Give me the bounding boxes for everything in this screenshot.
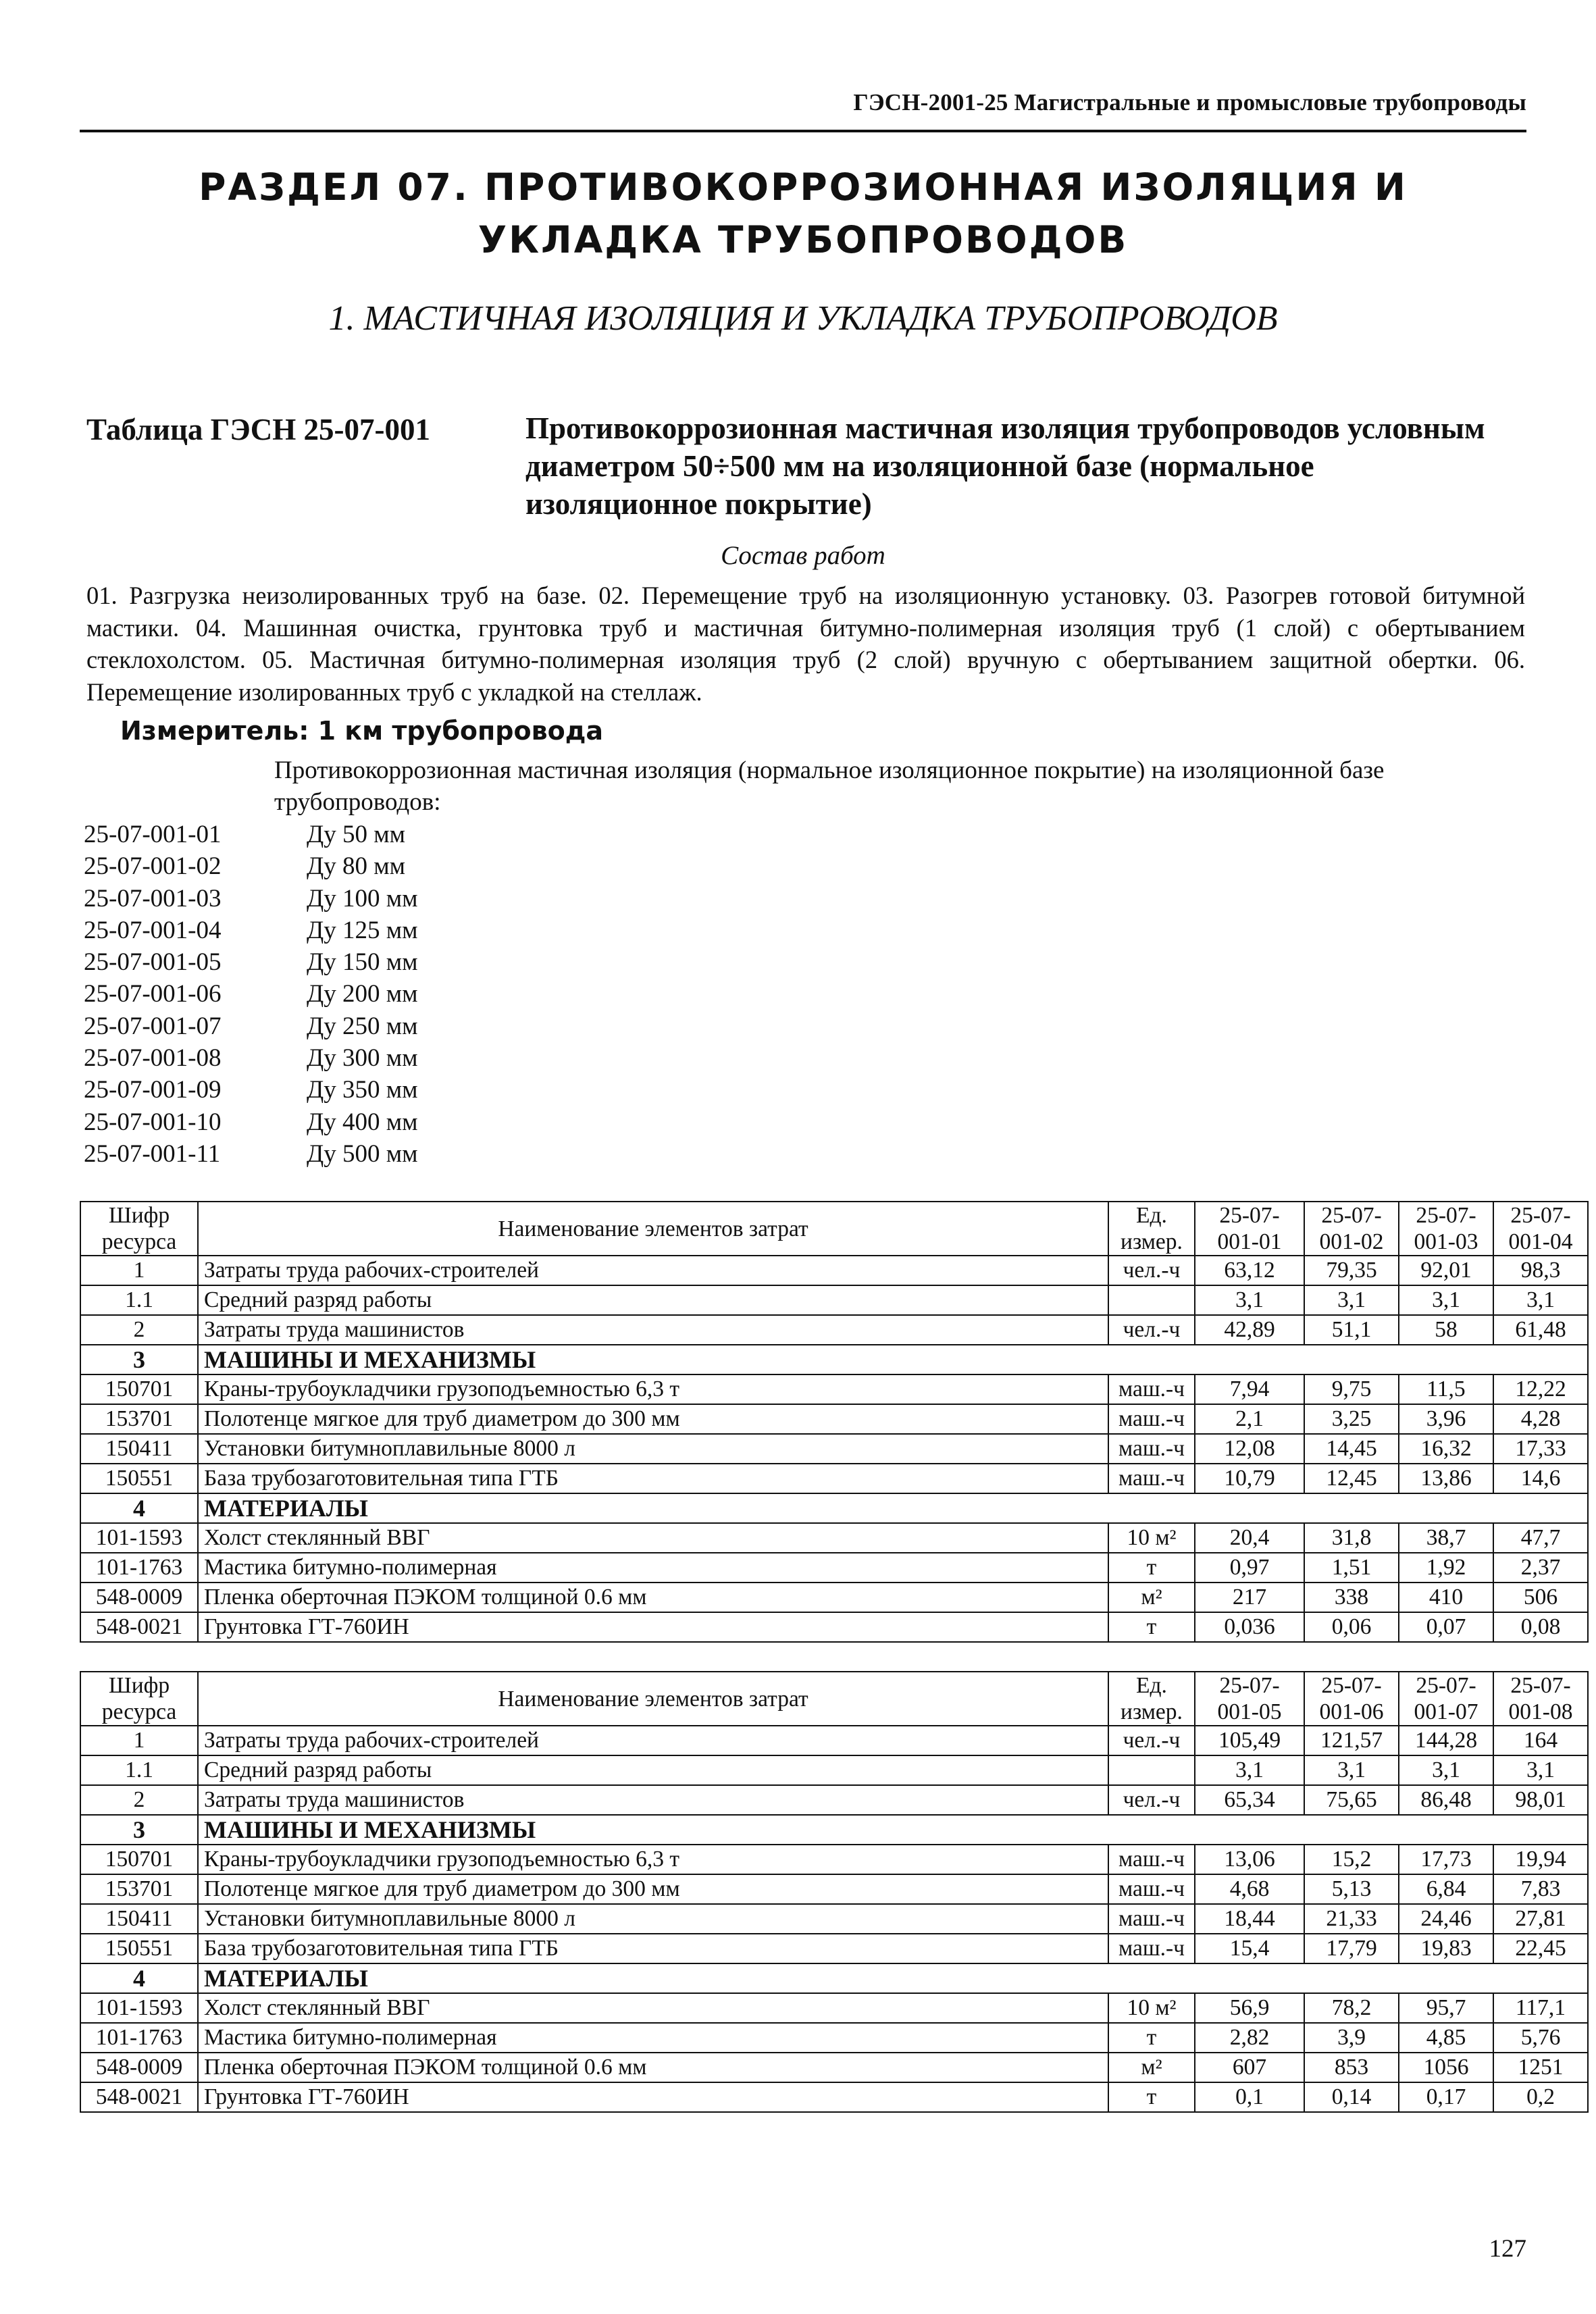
- table-row: [80, 1404, 1588, 1434]
- header-norm-column: [1195, 1202, 1304, 1256]
- norm-code: 25-07-001-05: [84, 948, 222, 977]
- header-code-line2: ресурса: [101, 1229, 177, 1254]
- resource-unit: т: [1108, 1553, 1195, 1583]
- resource-unit: чел.-ч: [1108, 1726, 1195, 1755]
- resource-value: 7,83: [1493, 1874, 1588, 1904]
- resource-value: 79,35: [1304, 1256, 1399, 1285]
- nominal-diameter: Ду 500 мм: [307, 1139, 418, 1168]
- resource-value: 42,89: [1195, 1315, 1304, 1345]
- norm-column-line2: 001-06: [1319, 1699, 1384, 1724]
- norm-column-line2: 001-05: [1217, 1699, 1282, 1724]
- nominal-diameter: Ду 250 мм: [307, 1012, 418, 1040]
- table-header-row: [80, 1672, 1588, 1726]
- resource-value: 19,83: [1399, 1934, 1493, 1963]
- resource-value: 0,06: [1304, 1612, 1399, 1642]
- resource-value: 13,06: [1195, 1845, 1304, 1874]
- resource-name: Пленка оберточная ПЭКОМ толщиной 0.6 мм: [198, 1583, 1108, 1612]
- table-row: [80, 1874, 1588, 1904]
- header-norm-column: [1304, 1202, 1399, 1256]
- resource-name: Установки битумноплавильные 8000 л: [198, 1434, 1108, 1464]
- resource-value: 12,22: [1493, 1374, 1588, 1404]
- resource-code: 150411: [80, 1434, 198, 1464]
- resource-value: 31,8: [1304, 1523, 1399, 1553]
- resource-value: 4,68: [1195, 1874, 1304, 1904]
- resource-value: 3,96: [1399, 1404, 1493, 1434]
- resource-value: 0,07: [1399, 1612, 1493, 1642]
- table-group-row: [80, 1963, 1588, 1993]
- resource-value: 5,13: [1304, 1874, 1399, 1904]
- resource-value: 61,48: [1493, 1315, 1588, 1345]
- resource-value: 3,1: [1399, 1285, 1493, 1315]
- resource-value: 1,92: [1399, 1553, 1493, 1583]
- resource-value: 17,79: [1304, 1934, 1399, 1963]
- table-row: [80, 1993, 1588, 2023]
- resource-value: 14,45: [1304, 1434, 1399, 1464]
- resource-value: 121,57: [1304, 1726, 1399, 1755]
- resource-value: 92,01: [1399, 1256, 1493, 1285]
- resource-value: 0,17: [1399, 2082, 1493, 2112]
- resource-code: 153701: [80, 1874, 198, 1904]
- resource-code: 3: [80, 1345, 198, 1374]
- resource-value: 27,81: [1493, 1904, 1588, 1934]
- header-unit-line1: Ед.: [1136, 1203, 1167, 1228]
- resource-name: Холст стеклянный ВВГ: [198, 1993, 1108, 2023]
- group-name: МАТЕРИАЛЫ: [198, 1963, 1588, 1993]
- table-row: [80, 1755, 1588, 1785]
- norm-column-line1: 25-07-: [1416, 1203, 1476, 1228]
- code-list-intro: Противокоррозионная мастичная изоляция (нормальное изоляционное покрытие) на изоляционной базе трубопроводов:: [274, 756, 1385, 816]
- norm-column-line1: 25-07-: [1510, 1673, 1571, 1698]
- header-unit-line1: Ед.: [1136, 1673, 1167, 1698]
- nominal-diameter: Ду 125 мм: [307, 916, 418, 944]
- resource-name: Краны-трубоукладчики грузоподъемностью 6,3 т: [198, 1845, 1108, 1874]
- table-row: [80, 1523, 1588, 1553]
- header-norm-column: [1399, 1672, 1493, 1726]
- resource-value: 38,7: [1399, 1523, 1493, 1553]
- norm-column-line1: 25-07-: [1321, 1673, 1382, 1698]
- subsection-title: 1. МАСТИЧНАЯ ИЗОЛЯЦИЯ И УКЛАДКА ТРУБОПРОВОДОВ: [328, 299, 1278, 338]
- resource-code: 101-1763: [80, 2023, 198, 2053]
- table-row: [80, 1612, 1588, 1642]
- nominal-diameter: Ду 400 мм: [307, 1108, 418, 1136]
- resource-name: База трубозаготовительная типа ГТБ: [198, 1464, 1108, 1493]
- header-code-line1: Шифр: [108, 1203, 170, 1228]
- code-list-item: [84, 1106, 418, 1138]
- resource-name: Затраты труда рабочих-строителей: [198, 1256, 1108, 1285]
- header-unit: [1108, 1672, 1195, 1726]
- resource-name: Грунтовка ГТ-760ИН: [198, 1612, 1108, 1642]
- resource-value: 1251: [1493, 2053, 1588, 2082]
- resource-value: 21,33: [1304, 1904, 1399, 1934]
- resource-unit: маш.-ч: [1108, 1874, 1195, 1904]
- page-number: 127: [1489, 2235, 1526, 2263]
- header-code-line1: Шифр: [108, 1673, 170, 1698]
- resource-value: 19,94: [1493, 1845, 1588, 1874]
- resource-unit: м²: [1108, 1583, 1195, 1612]
- resource-value: 14,6: [1493, 1464, 1588, 1493]
- resource-value: 65,34: [1195, 1785, 1304, 1815]
- resource-table-1: [80, 1201, 1589, 1643]
- resource-unit: маш.-ч: [1108, 1434, 1195, 1464]
- resource-unit: маш.-ч: [1108, 1374, 1195, 1404]
- norm-column-line2: 001-03: [1414, 1229, 1478, 1254]
- norm-column-line2: 001-07: [1414, 1699, 1478, 1724]
- resource-code: 3: [80, 1815, 198, 1845]
- norm-code: 25-07-001-04: [84, 916, 222, 944]
- resource-value: 3,9: [1304, 2023, 1399, 2053]
- resource-value: 117,1: [1493, 1993, 1588, 2023]
- header-rule: [80, 130, 1526, 132]
- resource-value: 4,28: [1493, 1404, 1588, 1434]
- table-row: [80, 1934, 1588, 1963]
- resource-name: Мастика битумно-полимерная: [198, 2023, 1108, 2053]
- header-norm-column: [1493, 1672, 1588, 1726]
- resource-value: 20,4: [1195, 1523, 1304, 1553]
- resource-unit: т: [1108, 2023, 1195, 2053]
- table-label: Таблица ГЭСН 25-07-001: [86, 413, 430, 446]
- header-norm-column: [1493, 1202, 1588, 1256]
- header-resource-code: [80, 1672, 198, 1726]
- resource-unit: маш.-ч: [1108, 1904, 1195, 1934]
- resource-code: 548-0021: [80, 1612, 198, 1642]
- resource-value: 0,036: [1195, 1612, 1304, 1642]
- resource-value: 144,28: [1399, 1726, 1493, 1755]
- table-row: [80, 1434, 1588, 1464]
- nominal-diameter: Ду 80 мм: [307, 852, 406, 881]
- resource-value: 3,1: [1493, 1285, 1588, 1315]
- resource-value: 0,97: [1195, 1553, 1304, 1583]
- resource-code: 4: [80, 1493, 198, 1523]
- resource-value: 17,73: [1399, 1845, 1493, 1874]
- resource-unit: 10 м²: [1108, 1523, 1195, 1553]
- resource-value: 5,76: [1493, 2023, 1588, 2053]
- norm-column-line1: 25-07-: [1219, 1673, 1280, 1698]
- resource-code: 548-0021: [80, 2082, 198, 2112]
- resource-unit: [1108, 1755, 1195, 1785]
- norm-code: 25-07-001-07: [84, 1012, 222, 1040]
- table-row: [80, 1904, 1588, 1934]
- norm-column-line1: 25-07-: [1321, 1203, 1382, 1228]
- resource-value: 338: [1304, 1583, 1399, 1612]
- norm-column-line2: 001-08: [1508, 1699, 1573, 1724]
- resource-name: Затраты труда машинистов: [198, 1315, 1108, 1345]
- code-list-item: [84, 915, 418, 946]
- resource-code: 150551: [80, 1464, 198, 1493]
- resource-code: 548-0009: [80, 1583, 198, 1612]
- code-list: [84, 819, 418, 1170]
- code-list-item: [84, 1042, 418, 1074]
- resource-code: 2: [80, 1315, 198, 1345]
- resource-unit: чел.-ч: [1108, 1315, 1195, 1345]
- resource-value: 3,1: [1304, 1755, 1399, 1785]
- table-row: [80, 1553, 1588, 1583]
- norm-code: 25-07-001-11: [84, 1139, 221, 1168]
- resource-value: 7,94: [1195, 1374, 1304, 1404]
- resource-value: 0,08: [1493, 1612, 1588, 1642]
- resource-name: Затраты труда машинистов: [198, 1785, 1108, 1815]
- header-unit-line2: измер.: [1121, 1699, 1183, 1724]
- code-list-item: [84, 883, 418, 915]
- resource-value: 15,4: [1195, 1934, 1304, 1963]
- resource-code: 1: [80, 1726, 198, 1755]
- resource-value: 13,86: [1399, 1464, 1493, 1493]
- resource-value: 0,14: [1304, 2082, 1399, 2112]
- work-composition-heading: Состав работ: [721, 541, 885, 570]
- section-title: РАЗДЕЛ 07. ПРОТИВОКОРРОЗИОННАЯ ИЗОЛЯЦИЯ И УКЛАДКА ТРУБОПРОВОДОВ: [199, 165, 1408, 261]
- table-group-row: [80, 1815, 1588, 1845]
- resource-name: Грунтовка ГТ-760ИН: [198, 2082, 1108, 2112]
- resource-value: 0,1: [1195, 2082, 1304, 2112]
- resource-name: Полотенце мягкое для труб диаметром до 300 мм: [198, 1874, 1108, 1904]
- resource-value: 4,85: [1399, 2023, 1493, 2053]
- resource-code: 101-1763: [80, 1553, 198, 1583]
- resource-name: База трубозаготовительная типа ГТБ: [198, 1934, 1108, 1963]
- resource-value: 98,3: [1493, 1256, 1588, 1285]
- resource-code: 4: [80, 1963, 198, 1993]
- code-list-item: [84, 946, 418, 978]
- resource-value: 47,7: [1493, 1523, 1588, 1553]
- resource-value: 217: [1195, 1583, 1304, 1612]
- table-caption: Противокоррозионная мастичная изоляция трубопроводов условным диаметром 50÷500 мм на изоляционной базе (нормальное изоляционное покрытие): [525, 411, 1485, 521]
- header-norm-column: [1304, 1672, 1399, 1726]
- norm-code: 25-07-001-02: [84, 852, 222, 881]
- nominal-diameter: Ду 350 мм: [307, 1076, 418, 1104]
- table-row: [80, 1583, 1588, 1612]
- resource-name: Установки битумноплавильные 8000 л: [198, 1904, 1108, 1934]
- norm-code: 25-07-001-08: [84, 1044, 222, 1073]
- resource-value: 2,37: [1493, 1553, 1588, 1583]
- resource-value: 75,65: [1304, 1785, 1399, 1815]
- header-code-line2: ресурса: [101, 1699, 177, 1724]
- resource-value: 95,7: [1399, 1993, 1493, 2023]
- table-group-row: [80, 1345, 1588, 1374]
- resource-value: 410: [1399, 1583, 1493, 1612]
- resource-unit: т: [1108, 2082, 1195, 2112]
- resource-name: Затраты труда рабочих-строителей: [198, 1726, 1108, 1755]
- code-list-item: [84, 850, 418, 882]
- resource-code: 1: [80, 1256, 198, 1285]
- table-row: [80, 1464, 1588, 1493]
- code-list-item: [84, 1010, 418, 1042]
- header-norm-column: [1399, 1202, 1493, 1256]
- norm-column-line2: 001-04: [1508, 1229, 1573, 1254]
- group-name: МАШИНЫ И МЕХАНИЗМЫ: [198, 1345, 1588, 1374]
- resource-value: 78,2: [1304, 1993, 1399, 2023]
- resource-value: 56,9: [1195, 1993, 1304, 2023]
- resource-code: 1.1: [80, 1285, 198, 1315]
- nominal-diameter: Ду 200 мм: [307, 980, 418, 1008]
- header-element-name: Наименование элементов затрат: [198, 1202, 1108, 1256]
- resource-name: Пленка оберточная ПЭКОМ толщиной 0.6 мм: [198, 2053, 1108, 2082]
- resource-name: Средний разряд работы: [198, 1285, 1108, 1315]
- table-row: [80, 1726, 1588, 1755]
- table-header-row: [80, 1202, 1588, 1256]
- nominal-diameter: Ду 150 мм: [307, 948, 418, 977]
- resource-value: 3,1: [1195, 1285, 1304, 1315]
- code-list-item: [84, 819, 418, 850]
- resource-code: 150701: [80, 1374, 198, 1404]
- resource-value: 1056: [1399, 2053, 1493, 2082]
- resource-unit: чел.-ч: [1108, 1785, 1195, 1815]
- resource-code: 150551: [80, 1934, 198, 1963]
- resource-name: Полотенце мягкое для труб диаметром до 300 мм: [198, 1404, 1108, 1434]
- code-list-item: [84, 978, 418, 1010]
- nominal-diameter: Ду 50 мм: [307, 821, 406, 848]
- resource-value: 58: [1399, 1315, 1493, 1345]
- table-row: [80, 2023, 1588, 2053]
- resource-value: 607: [1195, 2053, 1304, 2082]
- resource-code: 150411: [80, 1904, 198, 1934]
- resource-value: 3,1: [1493, 1755, 1588, 1785]
- header-norm-column: [1195, 1672, 1304, 1726]
- table-row: [80, 1315, 1588, 1345]
- resource-code: 548-0009: [80, 2053, 198, 2082]
- norm-code: 25-07-001-01: [84, 821, 222, 848]
- norm-column-line2: 001-02: [1319, 1229, 1384, 1254]
- resource-value: 24,46: [1399, 1904, 1493, 1934]
- resource-code: 150701: [80, 1845, 198, 1874]
- resource-code: 101-1593: [80, 1993, 198, 2023]
- resource-value: 105,49: [1195, 1726, 1304, 1755]
- resource-value: 86,48: [1399, 1785, 1493, 1815]
- code-list-item: [84, 1074, 418, 1106]
- norm-code: 25-07-001-10: [84, 1108, 222, 1136]
- resource-name: Краны-трубоукладчики грузоподъемностью 6,3 т: [198, 1374, 1108, 1404]
- norm-code: 25-07-001-09: [84, 1076, 222, 1104]
- table-row: [80, 1374, 1588, 1404]
- work-composition-text: 01. Разгрузка неизолированных труб на базе. 02. Перемещение труб на изоляционную установку. 03. Разогрев готовой битумной мастики. 04. Машинная очистка, грунтовка труб и мастичная битумно-полимерная изоляция труб (1 слой) с обертыванием стеклохолстом. 05. Мастичная битумно-полимерная изоляция труб (2 слой) вручную с обертыванием защитной обертки. 06. Перемещение изолированных труб с укладкой на стеллаж.: [86, 582, 1525, 706]
- resource-unit: [1108, 1285, 1195, 1315]
- resource-value: 15,2: [1304, 1845, 1399, 1874]
- resource-value: 164: [1493, 1726, 1588, 1755]
- norm-column-line1: 25-07-: [1510, 1203, 1571, 1228]
- resource-value: 11,5: [1399, 1374, 1493, 1404]
- resource-value: 12,45: [1304, 1464, 1399, 1493]
- header-unit: [1108, 1202, 1195, 1256]
- resource-value: 63,12: [1195, 1256, 1304, 1285]
- resource-value: 6,84: [1399, 1874, 1493, 1904]
- resource-value: 10,79: [1195, 1464, 1304, 1493]
- resource-value: 3,1: [1399, 1755, 1493, 1785]
- resource-value: 0,2: [1493, 2082, 1588, 2112]
- group-name: МАШИНЫ И МЕХАНИЗМЫ: [198, 1815, 1588, 1845]
- resource-value: 16,32: [1399, 1434, 1493, 1464]
- resource-value: 18,44: [1195, 1904, 1304, 1934]
- resource-name: Средний разряд работы: [198, 1755, 1108, 1785]
- resource-value: 3,25: [1304, 1404, 1399, 1434]
- resource-name: Холст стеклянный ВВГ: [198, 1523, 1108, 1553]
- resource-value: 2,82: [1195, 2023, 1304, 2053]
- resource-value: 2,1: [1195, 1404, 1304, 1434]
- running-header: ГЭСН-2001-25 Магистральные и промысловые трубопроводы: [853, 89, 1526, 115]
- resource-code: 101-1593: [80, 1523, 198, 1553]
- norm-column-line1: 25-07-: [1219, 1203, 1280, 1228]
- resource-value: 51,1: [1304, 1315, 1399, 1345]
- resource-value: 12,08: [1195, 1434, 1304, 1464]
- header-resource-code: [80, 1202, 198, 1256]
- resource-value: 9,75: [1304, 1374, 1399, 1404]
- nominal-diameter: Ду 100 мм: [307, 884, 418, 912]
- resource-value: 17,33: [1493, 1434, 1588, 1464]
- resource-value: 3,1: [1195, 1755, 1304, 1785]
- resource-name: Мастика битумно-полимерная: [198, 1553, 1108, 1583]
- resource-table-2: [80, 1671, 1589, 2113]
- resource-unit: маш.-ч: [1108, 1404, 1195, 1434]
- norm-code: 25-07-001-03: [84, 884, 222, 912]
- resource-value: 853: [1304, 2053, 1399, 2082]
- table-row: [80, 1256, 1588, 1285]
- code-list-item: [84, 1138, 418, 1170]
- group-name: МАТЕРИАЛЫ: [198, 1493, 1588, 1523]
- norm-column-line1: 25-07-: [1416, 1673, 1476, 1698]
- resource-value: 1,51: [1304, 1553, 1399, 1583]
- measure-unit: Измеритель: 1 км трубопровода: [120, 716, 604, 746]
- table-row: [80, 1285, 1588, 1315]
- table-row: [80, 1845, 1588, 1874]
- resource-unit: маш.-ч: [1108, 1464, 1195, 1493]
- header-element-name: Наименование элементов затрат: [198, 1672, 1108, 1726]
- resource-unit: чел.-ч: [1108, 1256, 1195, 1285]
- norm-column-line2: 001-01: [1217, 1229, 1282, 1254]
- norm-code: 25-07-001-06: [84, 980, 222, 1008]
- resource-code: 153701: [80, 1404, 198, 1434]
- resource-unit: маш.-ч: [1108, 1845, 1195, 1874]
- resource-code: 1.1: [80, 1755, 198, 1785]
- table-row: [80, 2053, 1588, 2082]
- resource-unit: м²: [1108, 2053, 1195, 2082]
- resource-code: 2: [80, 1785, 198, 1815]
- resource-unit: маш.-ч: [1108, 1934, 1195, 1963]
- resource-value: 3,1: [1304, 1285, 1399, 1315]
- header-unit-line2: измер.: [1121, 1229, 1183, 1254]
- table-row: [80, 2082, 1588, 2112]
- table-row: [80, 1785, 1588, 1815]
- table-group-row: [80, 1493, 1588, 1523]
- resource-value: 98,01: [1493, 1785, 1588, 1815]
- resource-unit: 10 м²: [1108, 1993, 1195, 2023]
- nominal-diameter: Ду 300 мм: [307, 1044, 418, 1073]
- resource-value: 22,45: [1493, 1934, 1588, 1963]
- resource-unit: т: [1108, 1612, 1195, 1642]
- resource-value: 506: [1493, 1583, 1588, 1612]
